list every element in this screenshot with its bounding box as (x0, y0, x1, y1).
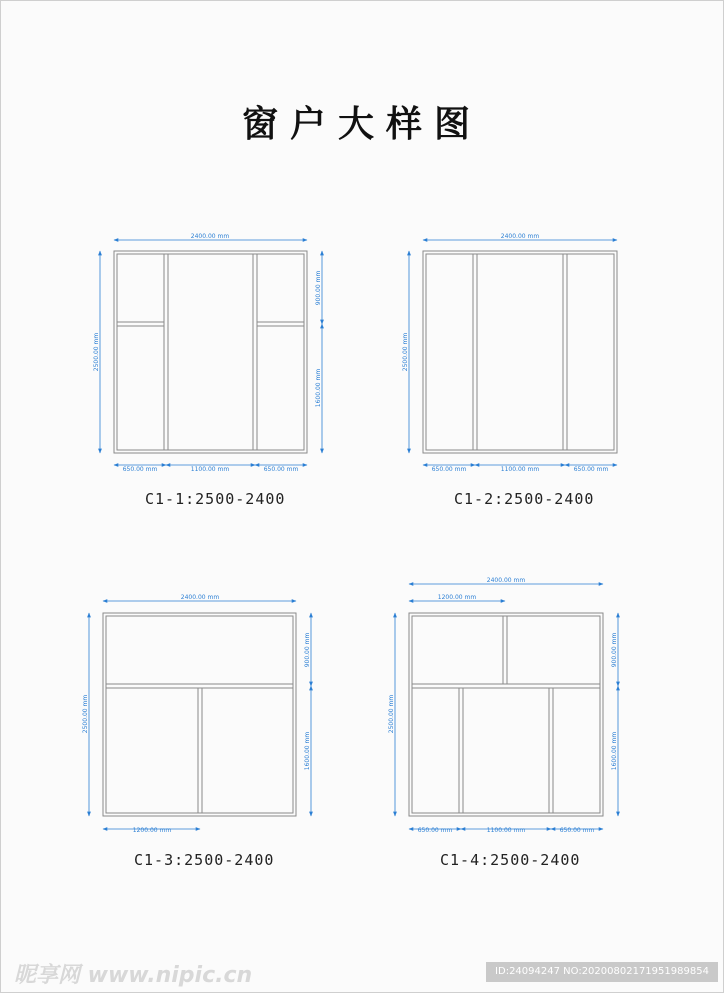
window-c1-2 (423, 251, 617, 453)
outer-frame (409, 613, 603, 816)
dimensions-c1-2 (409, 240, 617, 465)
dimensions-c1-3 (89, 601, 311, 829)
mullion (503, 616, 507, 684)
dim-right-lower: 1600.00 mm (611, 731, 618, 771)
outer-frame (103, 613, 296, 816)
dim-left: 2500.00 mm (388, 694, 395, 734)
dim-bottom-right: 650.00 mm (573, 466, 609, 473)
transom (257, 322, 304, 326)
mullion (473, 254, 477, 450)
dim-bottom-left: 1200.00 mm (132, 827, 172, 834)
watermark-id: ID:24094247 NO:20200802171951989854 (486, 962, 718, 982)
dim-right-upper: 900.00 mm (611, 632, 618, 668)
mullion (164, 254, 168, 450)
watermark-logo: 昵享网 www.nipic.cn (14, 963, 253, 988)
window-caption-c1-3: C1-3:2500-2400 (134, 851, 275, 869)
dim-sub-top: 1200.00 mm (437, 594, 477, 601)
window-c1-1 (114, 251, 307, 453)
mullion (459, 688, 463, 813)
dim-right-lower: 1600.00 mm (304, 731, 311, 771)
window-c1-4 (409, 613, 603, 816)
page-title: 窗户大样图 (241, 103, 482, 145)
dim-right-upper: 900.00 mm (315, 270, 322, 306)
outer-frame (423, 251, 617, 453)
dim-right-upper: 900.00 mm (304, 632, 311, 668)
dim-top: 2400.00 mm (190, 233, 230, 240)
dim-left: 2500.00 mm (402, 332, 409, 372)
dim-right-lower: 1600.00 mm (315, 368, 322, 408)
transom (412, 684, 600, 688)
window-c1-3 (103, 613, 296, 816)
dim-top: 2400.00 mm (500, 233, 540, 240)
mullion (198, 688, 202, 813)
mullion (563, 254, 567, 450)
dim-top: 2400.00 mm (486, 577, 526, 584)
dim-left: 2500.00 mm (82, 694, 89, 734)
dim-bottom-middle: 1100.00 mm (500, 466, 540, 473)
outer-frame (114, 251, 307, 453)
dim-bottom-left: 650.00 mm (431, 466, 467, 473)
dim-top: 2400.00 mm (180, 594, 220, 601)
window-caption-c1-4: C1-4:2500-2400 (440, 851, 581, 869)
dimensions-c1-1 (100, 240, 322, 465)
dim-bottom-middle: 1100.00 mm (190, 466, 230, 473)
window-caption-c1-1: C1-1:2500-2400 (145, 490, 286, 508)
window-caption-c1-2: C1-2:2500-2400 (454, 490, 595, 508)
transom (106, 684, 293, 688)
mullion (253, 254, 257, 450)
mullion (549, 688, 553, 813)
dim-bottom-left: 650.00 mm (417, 827, 453, 834)
dim-bottom-right: 650.00 mm (263, 466, 299, 473)
transom (117, 322, 164, 326)
dim-bottom-right: 650.00 mm (559, 827, 595, 834)
dim-bottom-middle: 1100.00 mm (486, 827, 526, 834)
dim-left: 2500.00 mm (93, 332, 100, 372)
dim-bottom-left: 650.00 mm (122, 466, 158, 473)
